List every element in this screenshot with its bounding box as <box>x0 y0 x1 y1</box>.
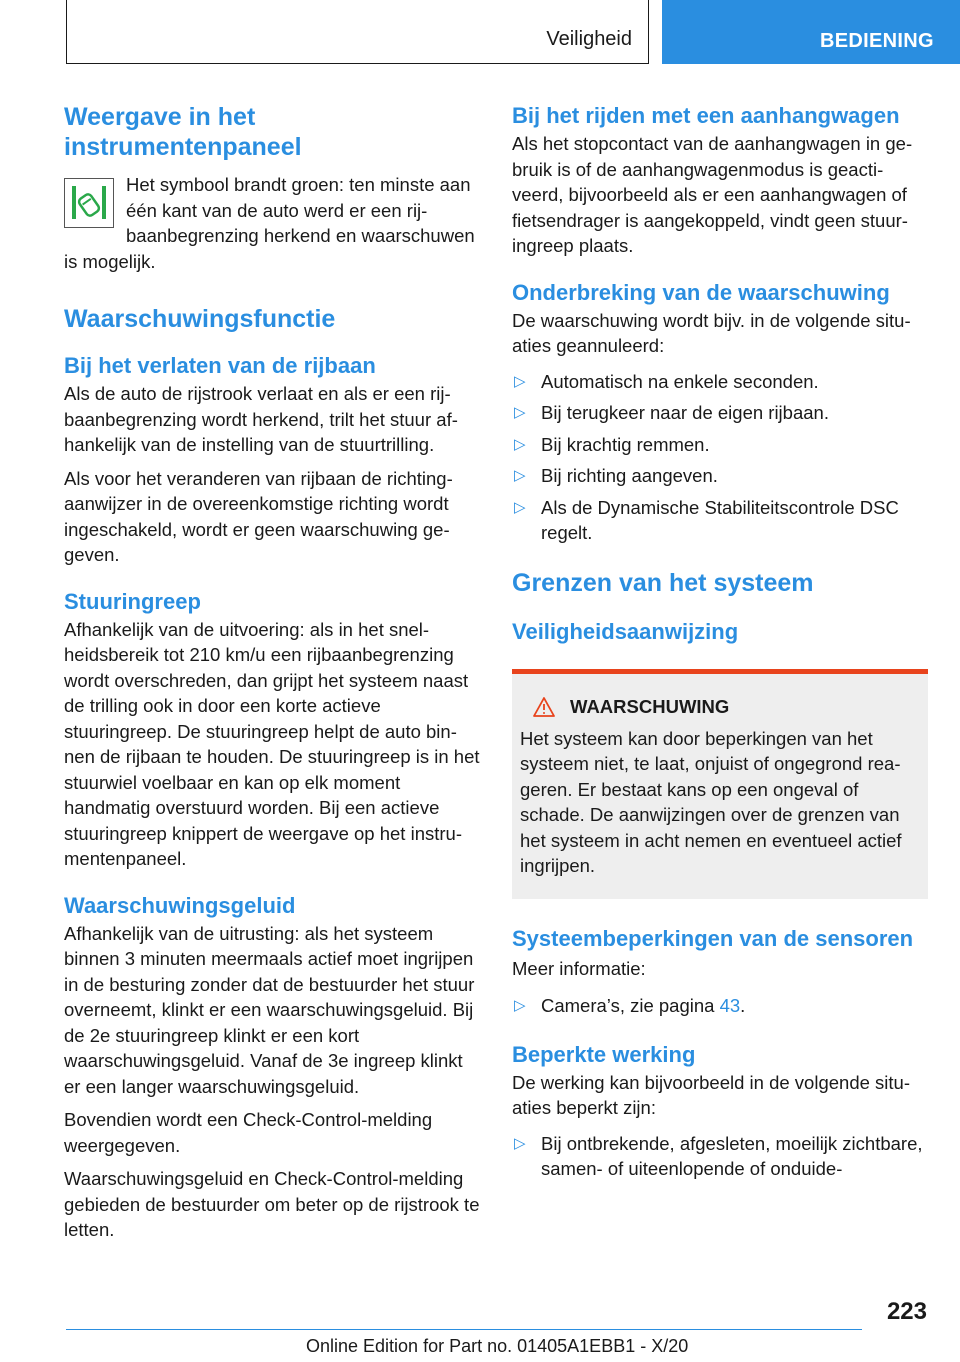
edition-text: Online Edition for Part no. 01405A1EBB1 - X/20 <box>306 1336 689 1356</box>
lane-departure-icon <box>64 178 114 228</box>
leaving-lane-paragraph-2: Als voor het veranderen van rijbaan de richtingaanwijzer in de overeenkomstige richting wordt ingeschakeld, wordt er geen waarschuwing gegeven. <box>64 467 453 565</box>
list-item: ▷ Camera’s, zie pagina 43. <box>512 993 928 1019</box>
bullet-triangle-icon: ▷ <box>514 372 526 390</box>
sound-paragraph-3: Waarschuwingsgeluid en Check-Control-melding gebieden de bestuurder om beter op de rijstrook te letten. <box>64 1168 480 1240</box>
header-rule-left <box>66 0 67 64</box>
page-number: 223 <box>886 1298 927 1325</box>
interrupt-list <box>512 369 928 546</box>
header-rule-bottom <box>66 63 649 64</box>
display-text: Het symbool brandt groen: ten minste aan één kant van de auto werd er een rijbaanbegrenzing herkend en waarschuwen is mogelijk. <box>64 174 475 272</box>
limited-paragraph: De werking kan bijvoorbeeld in de volgende situaties beperkt zijn: <box>512 1071 910 1118</box>
steering-title: Stuuringreep <box>64 588 201 614</box>
bullet-triangle-icon: ▷ <box>514 1134 526 1152</box>
sound-paragraph-1: Afhankelijk van de uitrusting: als het systeem binnen 3 minuten meermaals actief moet ingrijpen in de besturing zonder dat de bestuurder het stuur overneemt, klinkt er een waarschuwingsgeluid. Bij de 2e stuuringreep klinkt er een kort waarschuwingsgeluid. Vanaf de 3e ingreep klinkt er een langer waarschuwingsgeluid. <box>64 922 475 1097</box>
list-item: ▷ Bij richting aangeven. <box>512 463 928 489</box>
bullet-triangle-icon: ▷ <box>514 498 526 516</box>
list-item: ▷ Bij ontbrekende, afgesleten, moeilijk zichtbare, samen- of uiteenlopende of onduide- <box>514 1132 923 1179</box>
list-item: ▷ Automatisch na enkele seconden. <box>512 369 928 395</box>
bullet-triangle-icon: ▷ <box>514 435 526 453</box>
sound-paragraph-2: Bovendien wordt een Check-Control-melding weergegeven. <box>64 1109 433 1156</box>
warning-text: Het systeem kan door beperkingen van het systeem niet, te laat, onjuist of ongegrond reageren. Er bestaat kans op een ongeval of schade. De aanwijzingen over de grenzen van het systeem in acht nemen en eventueel actief ingrijpen. <box>520 727 902 876</box>
warning-heading <box>520 696 920 718</box>
trailer-title: Bij het rijden met een aanhangwagen <box>512 103 900 128</box>
interrupt-paragraph: De waarschuwing wordt bijv. in de volgende situaties geannuleerd: <box>512 309 911 356</box>
interrupt-title: Onderbreking van de waarschuwing <box>512 279 890 305</box>
bullet-triangle-icon: ▷ <box>514 404 526 421</box>
list-item: ▷ Bij krachtig remmen. <box>512 432 928 458</box>
header-rule-right <box>648 0 649 64</box>
safety-title: Veiligheidsaanwijzing <box>512 618 739 644</box>
warning-function-title: Waarschuwingsfunctie <box>64 305 336 333</box>
limited-title: Beperkte werking <box>512 1041 696 1067</box>
bullet-triangle-icon: ▷ <box>514 467 526 484</box>
bullet-triangle-icon: ▷ <box>514 997 526 1014</box>
sound-title: Waarschuwingsgeluid <box>64 892 296 918</box>
footer-rule <box>66 1329 862 1330</box>
steering-paragraph: Afhankelijk van de uitvoering: als in het snelheidsbereik tot 210 km/u een rijbaanbegrenzing wordt overschreden, dan grijpt het systeem naast de trilling ook in door een korte actieve stuuringreep. De stuuringreep helpt de auto binnen de rijbaan te houden. De stuuringreep is in het stuurwiel voelbaar en kan op elk moment handmatig overstuurd worden. Bij een actieve stuuringreep knippert de weergave op het instrumentenpaneel. <box>64 618 480 869</box>
display-title: Weergave in het instrumentenpaneel <box>64 103 302 161</box>
sensor-list <box>512 993 928 1019</box>
page-link[interactable]: 43 <box>719 995 741 1016</box>
right-column <box>512 102 928 1188</box>
sensor-title: Systeembeperkingen van de sensoren <box>512 925 914 951</box>
display-block <box>64 172 480 274</box>
limits-title: Grenzen van het systeem <box>512 568 814 597</box>
trailer-paragraph: Als het stopcontact van de aanhangwagen in gebruik is of de aanhangwagenmodus is geactiveerd, bijvoorbeeld als er een aanhangwagen of fietsendrager is aangekoppeld, vindt geen stuuringreep plaats. <box>512 133 913 256</box>
leaving-lane-paragraph-1: Als de auto de rijstrook verlaat en als er een rijbaanbegrenzing wordt herkend, trilt het stuur afhankelijk van de instelling van de stuurtrilling. <box>64 383 458 455</box>
warning-box <box>512 669 928 899</box>
warning-label: WAARSCHUWING <box>570 695 730 717</box>
warning-triangle-icon <box>532 696 556 718</box>
leaving-lane-title: Bij het verlaten van de rijbaan <box>64 353 376 378</box>
sensor-paragraph: Meer informatie: <box>512 957 646 979</box>
left-column <box>64 102 480 1243</box>
list-item: ▷ Bij terugkeer naar de eigen rijbaan. <box>512 400 928 426</box>
limited-list <box>512 1131 928 1182</box>
header-chapter-tab[interactable]: BEDIENING <box>662 0 960 64</box>
header-section-title: Veiligheid <box>546 28 632 50</box>
list-item: ▷ Als de Dynamische Stabiliteitscontrole DSC regelt. <box>514 496 899 543</box>
